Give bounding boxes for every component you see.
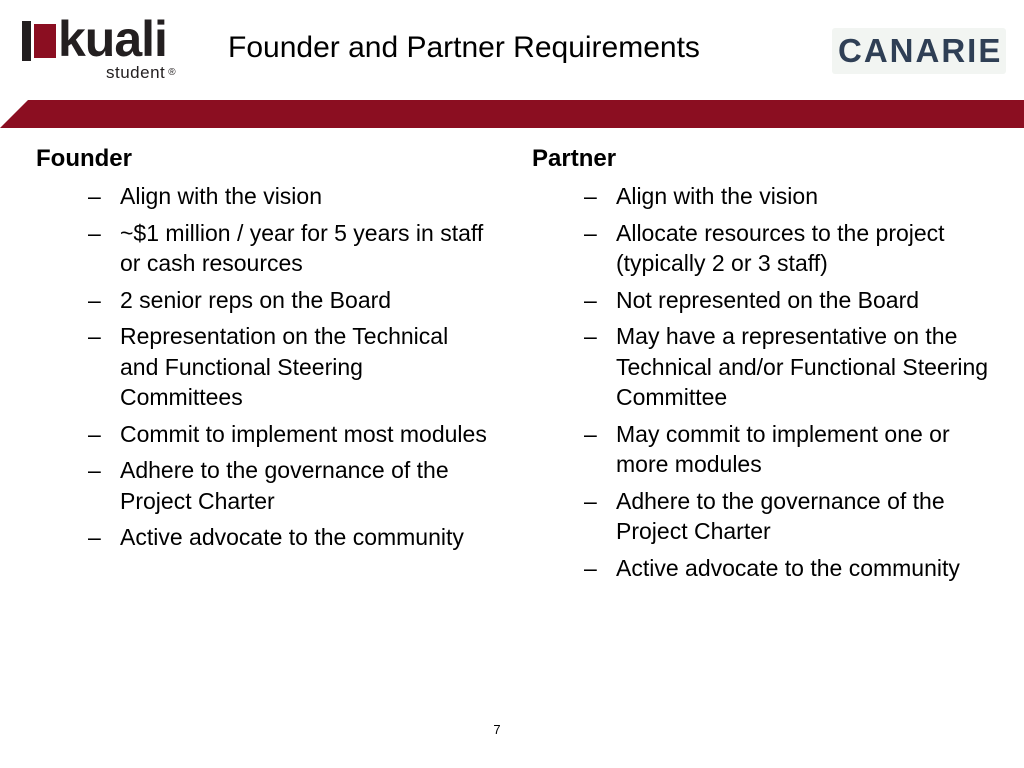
list-item: – Not represented on the Board xyxy=(532,285,996,316)
list-item: – Representation on the Technical and Functional Steering Committees xyxy=(88,323,449,410)
dash-bullet: – xyxy=(584,554,597,581)
canarie-logo xyxy=(832,28,1006,74)
list-item: – Commit to implement most modules xyxy=(36,419,490,450)
dash-bullet: – xyxy=(88,457,101,483)
list-item: – May have a representative on the Technical and/or Functional Steering Committee xyxy=(584,323,989,410)
dash-bullet: – xyxy=(88,524,101,550)
dash-bullet: – xyxy=(584,420,597,447)
list-item: – Adhere to the governance of the Project Charter xyxy=(584,487,945,544)
founder-requirements-list xyxy=(36,181,506,553)
dash-bullet: – xyxy=(584,487,597,514)
list-item: – 2 senior reps on the Board xyxy=(36,285,490,316)
dash-bullet: – xyxy=(584,219,597,246)
registered-mark: ® xyxy=(168,67,177,78)
founder-heading: Founder xyxy=(36,145,132,172)
dash-bullet: – xyxy=(88,286,101,313)
list-item: – May commit to implement one or more modules xyxy=(584,420,950,477)
list-item: – Adhere to the governance of the Project Charter xyxy=(88,457,449,514)
page-number: 7 xyxy=(493,722,501,737)
list-item: – Active advocate to the community xyxy=(532,553,996,584)
partner-requirements-list xyxy=(532,181,1002,583)
list-item: – Align with the vision xyxy=(532,181,996,212)
kuali-logo-tagline: student ® xyxy=(106,63,177,82)
dash-bullet: – xyxy=(88,323,101,349)
founder-column xyxy=(36,143,506,559)
dash-bullet: – xyxy=(584,286,597,313)
dash-bullet: – xyxy=(88,183,101,209)
dash-bullet: – xyxy=(88,219,101,246)
kuali-logo-mark xyxy=(34,24,56,58)
partner-heading: Partner xyxy=(532,145,617,172)
canarie-logo-text: CANARIE xyxy=(838,32,1003,69)
kuali-logo-word: kuali xyxy=(58,11,167,67)
list-item: – Align with the vision xyxy=(36,181,490,212)
header-band xyxy=(0,100,1024,130)
list-item: – ~$1 million / year for 5 years in staff or cash resources xyxy=(88,219,484,276)
partner-column xyxy=(532,143,1002,589)
kuali-student-logo xyxy=(22,11,192,82)
dash-bullet: – xyxy=(88,420,101,447)
kuali-logo-bracket xyxy=(22,21,31,61)
dash-bullet: – xyxy=(584,323,597,349)
slide-title: Founder and Partner Requirements xyxy=(228,31,700,64)
list-item: – Active advocate to the community xyxy=(36,522,490,553)
list-item: – Allocate resources to the project (typically 2 or 3 staff) xyxy=(584,219,945,276)
dash-bullet: – xyxy=(584,183,597,209)
